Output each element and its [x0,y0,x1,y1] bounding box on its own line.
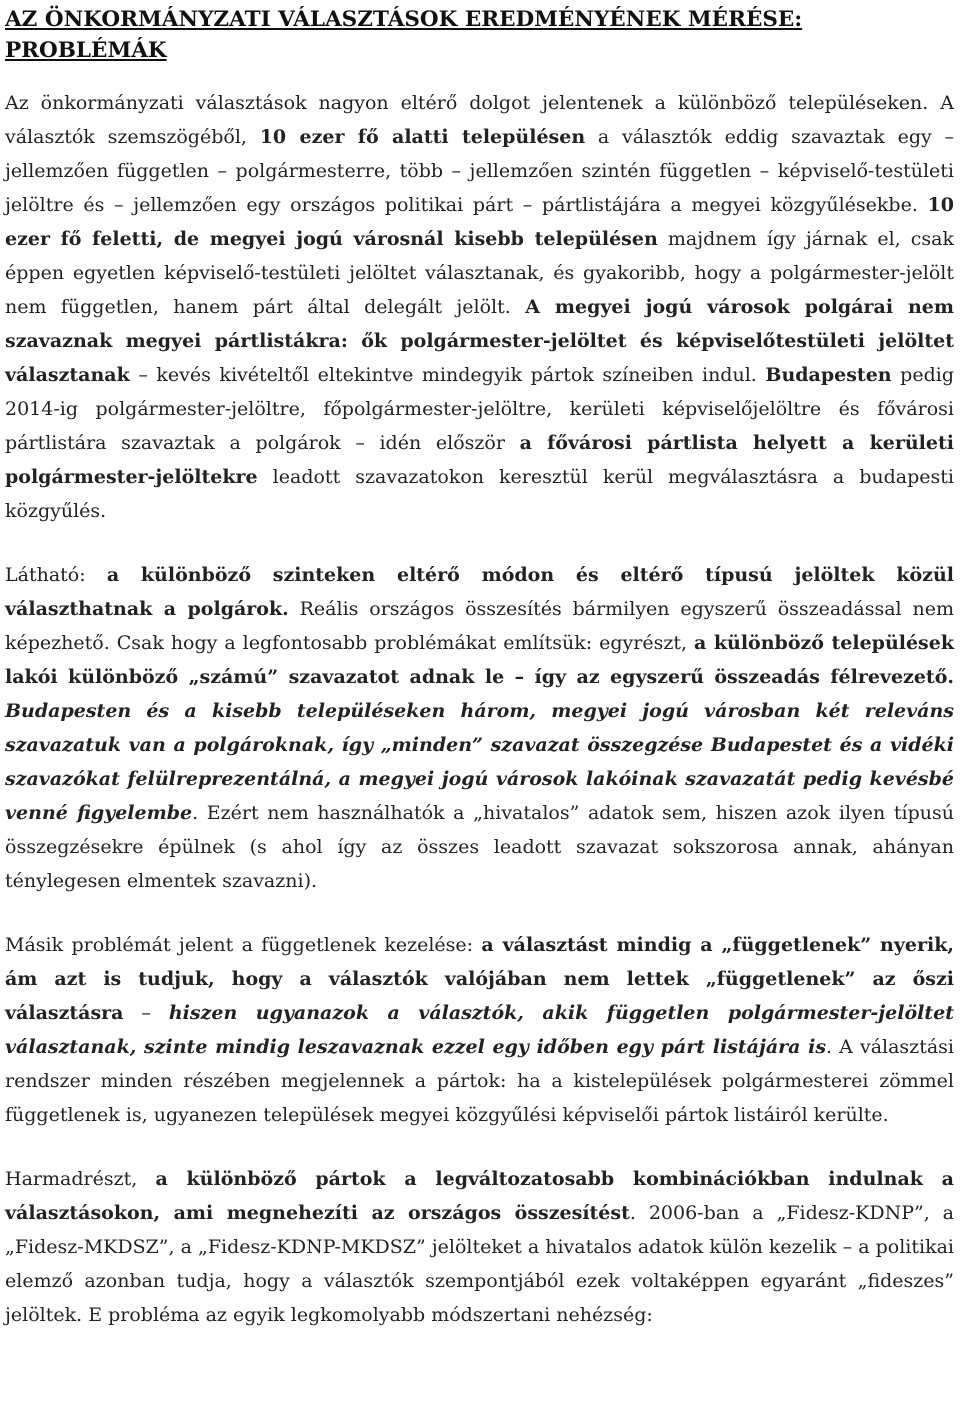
paragraph-2-run: Budapesten és a kisebb településeken három, megyei jogú városban két releváns szavazatuk van a polgároknak, így „minden” szavazat összegzése Budapestet és a vidéki szavazókat felülreprezentálná, a megyei jogú városok lakóinak szavazatát pedig kevésbé venné figyelembe [5,700,954,824]
page-title: AZ ÖNKORMÁNYZATI VÁLASZTÁSOK EREDMÉNYÉNEK MÉRÉSE: PROBLÉMÁK [5,7,803,63]
paragraph-1-run: a fővárosi pártlista helyett a kerületi polgármester-jelöltekre [5,432,954,488]
paragraph-4 [5,1162,954,1332]
paragraph-2-run: . Ezért nem használhatók a „hivatalos” adatok sem, hiszen azok ilyen típusú összegzésekre épülnek (s ahol így az összes leadott szavazat sokszorosa annak, ahányan ténylegesen elmentek szavazni). [5,802,954,892]
paragraph-1-run: Budapesten [765,364,892,386]
paragraph-3 [5,928,954,1132]
paragraph-4-run: Harmadrészt, [5,1168,156,1190]
paragraph-1-run: majdnem így járnak el, csak éppen egyetlen képviselő-testületi jelöltet választanak, és gyakoribb, hogy a polgármester-jelölt nem független, hanem párt által delegált jelölt. [5,228,954,318]
paragraph-2 [5,558,954,898]
paragraph-1-run: 10 ezer fő alatti településen [259,126,586,148]
paragraph-3-run: a választást mindig a „függetlenek” nyerik, ám azt is tudjuk, hogy a választók valójában nem lettek „függetlenek” az őszi választásra [5,934,954,1024]
paragraph-1-run: 10 ezer fő feletti, de megyei jogú városnál kisebb településen [5,194,954,250]
paragraph-1-run: Az önkormányzati választások nagyon eltérő dolgot jelentenek a különböző településeken. A választók szemszögéből, [5,92,954,148]
paragraph-4-run: . 2006-ban a „Fidesz-KDNP”, a „Fidesz-MKDSZ”, a „Fidesz-KDNP-MKDSZ” jelölteket a hivatalos adatok külön kezelik – a politikai elemző azonban tudja, hogy a választók szempontjából ezek voltaképpen egyaránt „fideszes” jelöltek. E probléma az egyik legkomolyabb módszertani nehézség: [5,1202,954,1326]
body-text [5,86,954,1332]
paragraph-2-run: a különböző szinteken eltérő módon és eltérő típusú jelöltek közül választhatnak a polgárok. [5,564,954,620]
paragraph-1-run: a választók eddig szavaztak egy – jellemzően független – polgármesterre, több – jellemzően szintén független – képviselő-testületi jelöltre és – jellemzően egy országos politikai párt – pártlistájára a megyei közgyűlésekbe. [5,126,954,216]
paragraph-1-run: A megyei jogú városok polgárai nem szavaznak megyei pártlistákra: ők polgármester-jelöltet és képviselőtestületi jelöltet választanak [5,296,954,386]
paragraph-1-run: leadott szavazatokon keresztül kerül megválasztásra a budapesti közgyűlés. [5,466,954,522]
paragraph-2-run: Látható: [5,564,107,586]
paragraph-4-run: a különböző pártok a legváltozatosabb kombinációkban indulnak a választásokon, ami megnehezíti az országos összesítést [5,1168,954,1224]
paragraph-1-run: – kevés kivételtől eltekintve mindegyik pártok színeiben indul. [129,364,766,386]
paragraph-1-run: pedig 2014-ig polgármester-jelöltre, főpolgármester-jelöltre, kerületi képviselőjelöltre és fővárosi pártlistára szavaztak a polgárok – idén először [5,364,954,454]
paragraph-3-run: – [123,1002,169,1024]
paragraph-3-run: . A választási rendszer minden részében megjelennek a pártok: ha a kistelepülések polgármesterei zömmel függetlenek is, ugyanezen települések megyei közgyűlési képviselői pártok listáiról kerülte. [5,1036,954,1126]
paragraph-3-run: hiszen ugyanazok a választók, akik független polgármester-jelöltet választanak, szinte mindig leszavaznak ezzel egy időben egy párt listájára is [5,1002,954,1058]
paragraph-3-run: Másik problémát jelent a függetlenek kezelése: [5,934,482,956]
paragraph-1 [5,86,954,528]
paragraph-2-run: a különböző települések lakói különböző „számú” szavazatot adnak le – így az egyszerű összeadás félrevezető. [5,632,955,688]
paragraph-2-run: Reális országos összesítés bármilyen egyszerű összeadással nem képezhető. Csak hogy a legfontosabb problémákat említsük: egyrészt, [5,598,954,654]
